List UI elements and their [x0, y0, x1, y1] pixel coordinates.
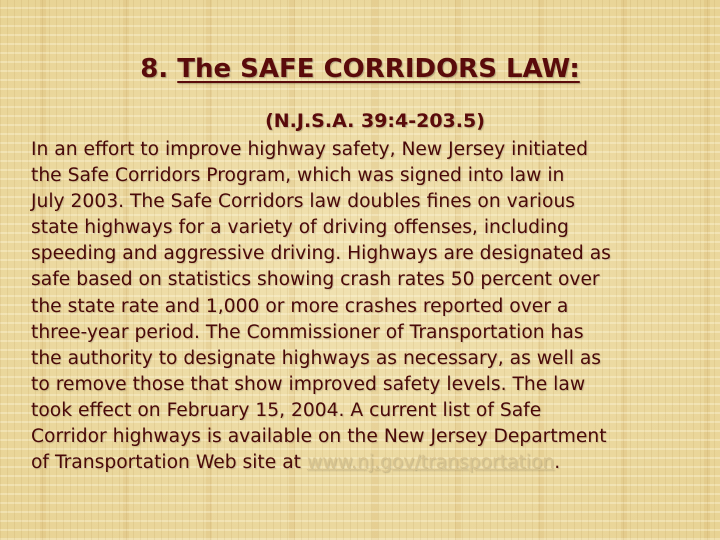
body-paragraph: [31, 137, 701, 476]
body-line: to remove those that show improved safety levels. The law: [31, 373, 586, 395]
body-line: state highways for a variety of driving offenses, including: [31, 217, 569, 239]
body-line: speeding and aggressive driving. Highways are designated as: [31, 243, 611, 265]
body-line: three-year period. The Commissioner of Transportation has: [31, 321, 584, 343]
body-line: the state rate and 1,000 or more crashes reported over a: [31, 295, 569, 317]
body-line-last: [31, 450, 701, 476]
body-line: the Safe Corridors Program, which was signed into law in: [31, 165, 565, 187]
last-line-prefix: of Transportation Web site at: [31, 452, 307, 474]
body-line: took effect on February 15, 2004. A current list of Safe: [31, 399, 542, 421]
title-text: The SAFE CORRIDORS LAW:: [177, 54, 580, 84]
statute-citation: (N.J.S.A. 39:4-203.5): [265, 110, 485, 132]
website-link[interactable]: www.nj.gov/transportation: [306, 452, 555, 474]
body-line: the authority to designate highways as necessary, as well as: [31, 347, 602, 369]
body-line: July 2003. The Safe Corridors law doubles fines on various: [31, 191, 576, 213]
body-line: safe based on statistics showing crash rates 50 percent over: [31, 269, 600, 291]
title-number: 8.: [140, 54, 169, 84]
slide-title: [0, 54, 720, 84]
body-line: Corridor highways is available on the New Jersey Department: [31, 426, 607, 448]
body-line: In an effort to improve highway safety, New Jersey initiated: [31, 139, 588, 160]
last-line-suffix: .: [554, 452, 561, 474]
